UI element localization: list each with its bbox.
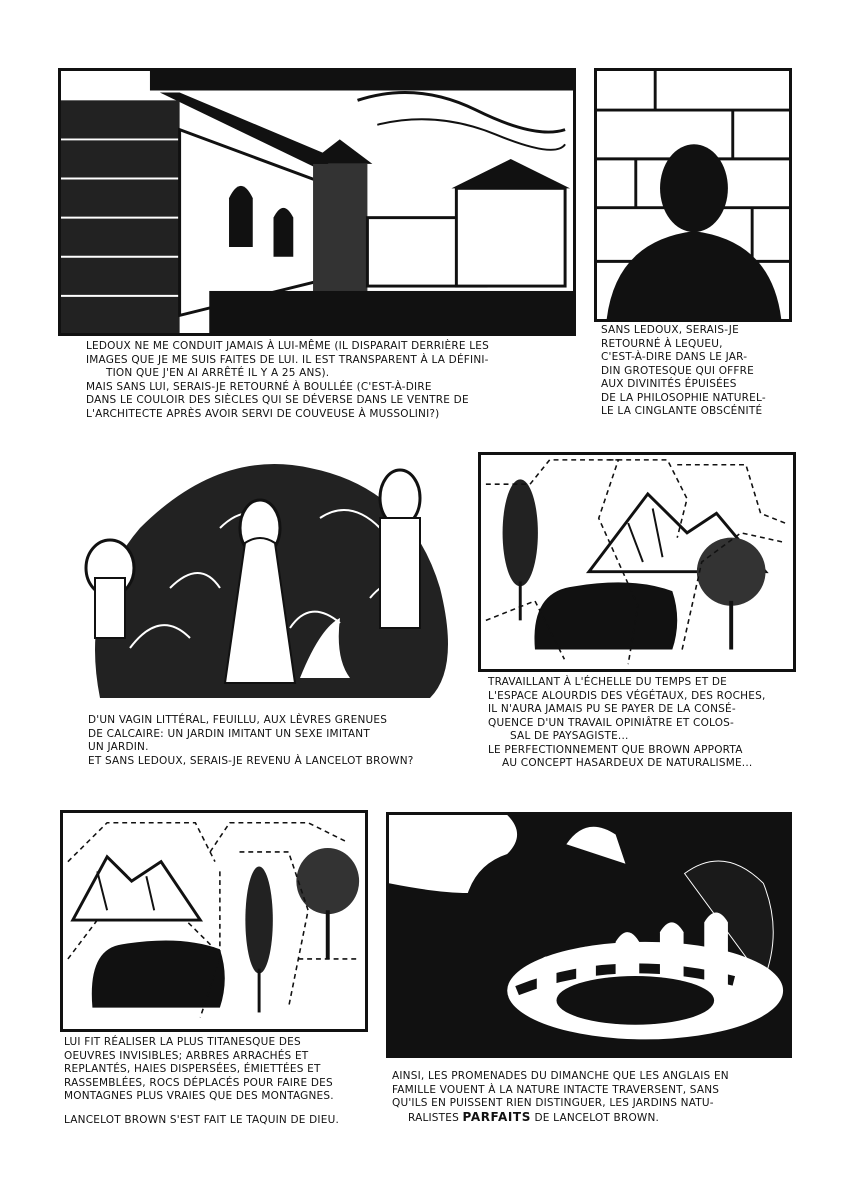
colonnade-drawing xyxy=(61,71,573,333)
mountains-hedge-drawing xyxy=(63,813,365,1029)
hooded-figure-drawing xyxy=(597,71,789,319)
caption-promenades: AINSI, LES PROMENADES DU DIMANCHE QUE LES ANGLAIS EN FAMILLE VOUENT À LA NATURE INTACTE TRAVERSENT, SANS QU'ILS EN PUISSENT RIEN DISTINGUER, LES JARDINS NATU- RALISTES PARFAITS DE LANCELOT BROWN. xyxy=(392,1070,796,1125)
caption-last-line: RALISTES PARFAITS DE LANCELOT BROWN. xyxy=(408,1109,660,1124)
caption-titanesque: LUI FIT RÉALISER LA PLUS TITANESQUE DES OEUVRES INVISIBLES; ARBRES ARRACHÉS ET REPLANTÉS, HAIES DISPERSÉES, ÉMIETTÉES ET RASSEMBLÉES, ROCS DÉPLACÉS POUR FAIRE DES MONTAGNES PLUS VRAIES QUE DES MONTAGNES. LANCELOT BROWN S'EST FAIT LE TAQUIN DE DIEU. xyxy=(64,1036,374,1127)
word-parfaits: PARFAITS xyxy=(462,1109,531,1124)
panel-mountains-hedge xyxy=(60,810,368,1032)
caption-ledoux-boullee: LEDOUX NE ME CONDUIT JAMAIS À LUI-MÊME (IL DISPARAIT DERRIÈRE LES IMAGES QUE JE ME SUIS FAITES DE LUI. IL EST TRANSPARENT À LA DÉFINI- TION QUE J'EN AI ARRÊTÉ IL Y A 25 ANS). MAIS SANS LUI, SERAIS-JE RETOURNÉ À BOULLÉE (C'EST-À-DIRE DANS LE COULOIR DES SIÈCLES QUI SE DÉVERSE DANS LE VENTRE DE L'ARCHITECTE APRÈS AVOIR SERVI DE COUVEUSE À MUSSOLINI?) xyxy=(86,340,489,420)
panel-hooded-figure xyxy=(594,68,792,322)
caption-spacer xyxy=(64,1104,374,1114)
landscape-puzzle-drawing xyxy=(481,455,793,669)
caption-lequeu: SANS LEDOUX, SERAIS-JE RETOURNÉ À LEQUEU, C'EST-À-DIRE DANS LE JAR- DIN GROTESQUE QUI OFFRE AUX DIVINITÉS ÉPUISÉES DE LA PHILOSOPHIE NATUREL- LE LA CINGLANTE OBSCÉNITÉ xyxy=(601,324,766,417)
caption-vagin-brown: D'UN VAGIN LITTÉRAL, FEUILLU, AUX LÈVRES GRENUES DE CALCAIRE: UN JARDIN IMITANT UN SEXE IMITANT UN JARDIN. ET SANS LEDOUX, SERAIS-JE REVENU À LANCELOT BROWN? xyxy=(88,714,414,767)
panel-night-figures xyxy=(386,812,792,1058)
panel-colonnade xyxy=(58,68,576,336)
panel-grotto-garden xyxy=(70,448,470,710)
night-figures-drawing xyxy=(389,815,789,1055)
caption-travaillant: TRAVAILLANT À L'ÉCHELLE DU TEMPS ET DE L'ESPACE ALOURDIS DES VÉGÉTAUX, DES ROCHES, IL N'AURA JAMAIS PU SE PAYER DE LA CONSÉ- QUENCE D'UN TRAVAIL OPINIÂTRE ET COLOS- SAL DE PAYSAGISTE... LE PERFECTIONNEMENT QUE BROWN APPORTA AU CONCEPT HASARDEUX DE NATURALISME... xyxy=(488,676,766,769)
panel-landscape-puzzle xyxy=(478,452,796,672)
grotto-garden-drawing xyxy=(70,448,470,710)
